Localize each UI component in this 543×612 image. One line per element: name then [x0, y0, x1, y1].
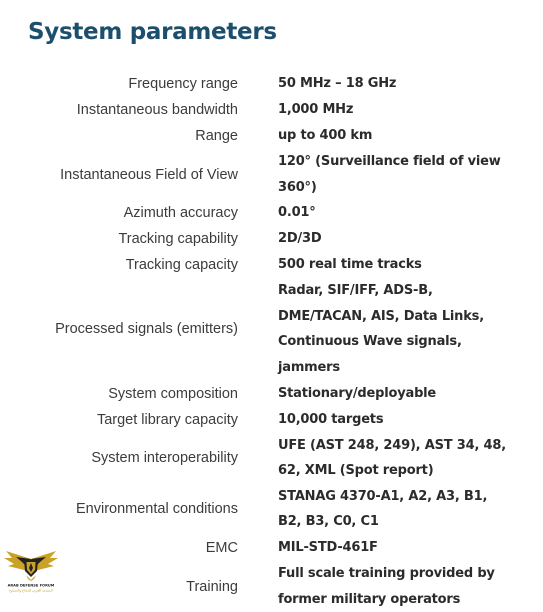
param-label: Training [186, 578, 238, 595]
param-row [0, 535, 543, 561]
watermark-logo [2, 549, 60, 593]
param-value: 120° (Surveillance field of view 360°) [278, 154, 501, 195]
param-label: Processed signals (emitters) [55, 321, 238, 338]
param-row [0, 433, 543, 484]
param-label: Instantaneous bandwidth [76, 102, 238, 118]
param-label: Frequency range [128, 76, 238, 92]
param-row [0, 484, 543, 535]
param-row [0, 149, 543, 200]
param-row [0, 123, 543, 149]
param-value: MIL-STD-461F [278, 540, 378, 556]
param-value: up to 400 km [278, 128, 373, 144]
param-value: Radar, SIF/IFF, ADS-B, DME/TACAN, AIS, Data Links, Continuous Wave signals, jammers [278, 283, 484, 375]
param-label: Instantaneous Field of View [60, 166, 238, 183]
param-value: Full scale training provided by former military operators [278, 565, 495, 607]
param-value: Stationary/deployable [278, 385, 437, 401]
svg-text:ARAB DEFENSE FORUM: ARAB DEFENSE FORUM [7, 583, 55, 588]
param-row [0, 226, 543, 252]
param-label: System composition [108, 385, 238, 402]
param-value: 50 MHz – 18 GHz [278, 76, 397, 92]
param-label: Tracking capacity [125, 257, 238, 274]
parameters-table [0, 71, 543, 612]
param-label: Tracking capability [118, 231, 238, 248]
param-row [0, 200, 543, 226]
param-row [0, 561, 543, 612]
param-label: Target library capacity [96, 411, 238, 428]
param-value: 1,000 MHz [278, 102, 354, 118]
param-label: EMC [205, 539, 238, 556]
param-row [0, 407, 543, 433]
param-value: 500 real time tracks [278, 257, 422, 273]
param-label: System interoperability [91, 450, 238, 467]
param-row [0, 97, 543, 123]
eagle-emblem-icon [2, 549, 60, 593]
param-value: UFE (AST 248, 249), AST 34, 48, 62, XML (Spot report) [278, 437, 506, 479]
param-row [0, 71, 543, 97]
page-title: System parameters [28, 19, 277, 45]
param-value: 10,000 targets [278, 411, 384, 427]
param-row [0, 381, 543, 407]
param-row [0, 252, 543, 278]
param-value: 2D/3D [278, 231, 322, 247]
param-label: Azimuth accuracy [123, 205, 238, 222]
param-value: 0.01° [278, 205, 316, 221]
param-label: Environmental conditions [75, 501, 238, 518]
param-label: Range [195, 128, 238, 144]
param-row [0, 278, 543, 380]
svg-text:المنتدى العربي للدفاع والتسليح: المنتدى العربي للدفاع والتسليح [9, 588, 53, 593]
param-value: STANAG 4370-A1, A2, A3, B1, B2, B3, C0, C1 [278, 488, 488, 530]
